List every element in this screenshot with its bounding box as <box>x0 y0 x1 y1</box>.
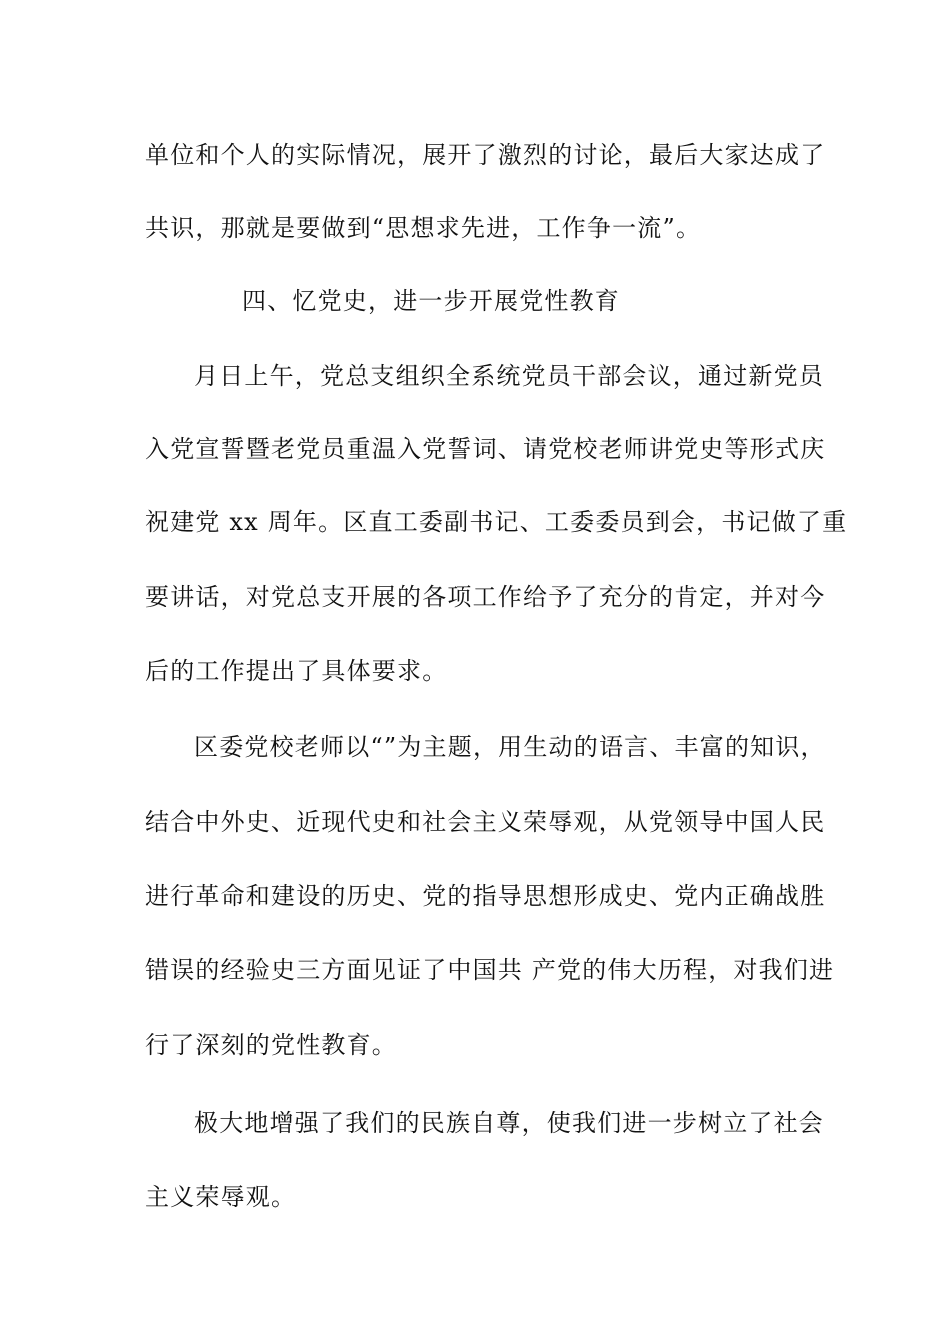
paragraph-line: 后的工作提出了具体要求。 <box>145 657 448 685</box>
paragraph-line: 主义荣辱观。 <box>145 1183 297 1211</box>
paragraph-line: 行了深刻的党性教育。 <box>145 1031 397 1059</box>
paragraph-line: 入党宣誓暨老党员重温入党誓词、请党校老师讲党史等形式庆 <box>145 435 826 463</box>
paragraph-line: 月日上午，党总支组织全系统党员干部会议，通过新党员 <box>194 362 824 390</box>
paragraph-line: 错误的经验史三方面见证了中国共 产党的伟大历程，对我们进 <box>145 956 835 984</box>
paragraph-line: 共识，那就是要做到“思想求先进，工作争一流”。 <box>145 214 702 242</box>
paragraph-line: 结合中外史、近现代史和社会主义荣辱观，从党领导中国人民 <box>145 808 826 836</box>
paragraph-line: 进行革命和建设的历史、党的指导思想形成史、党内正确战胜 <box>145 882 826 910</box>
paragraph-line: 祝建党 xx 周年。区直工委副书记、工委委员到会，书记做了重 <box>145 508 848 536</box>
section-heading: 四、忆党史，进一步开展党性教育 <box>242 287 620 315</box>
paragraph-line: 要讲话，对党总支开展的各项工作给予了充分的肯定，并对今 <box>145 583 826 611</box>
paragraph-line: 单位和个人的实际情况，展开了激烈的讨论，最后大家达成了 <box>145 141 826 169</box>
paragraph-line: 区委党校老师以“”为主题，用生动的语言、丰富的知识， <box>194 733 826 761</box>
paragraph-line: 极大地增强了我们的民族自尊，使我们进一步树立了社会 <box>194 1109 824 1137</box>
